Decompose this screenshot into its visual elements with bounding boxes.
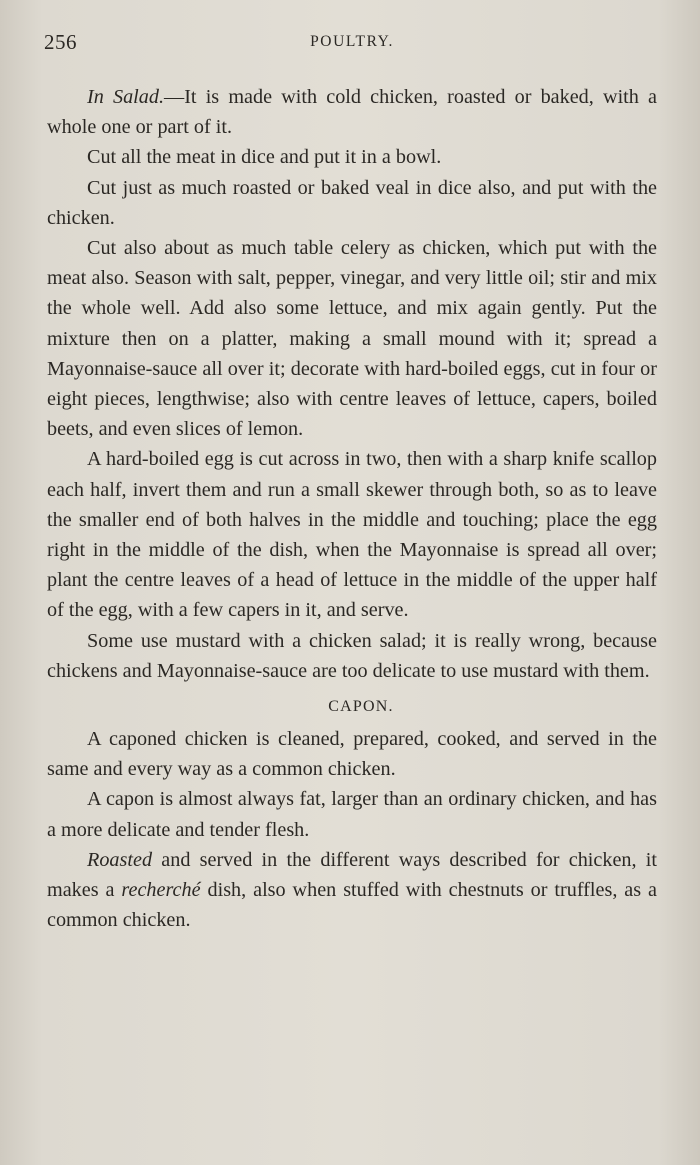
paragraph-hard-boiled-egg: A hard-boiled egg is cut across in two, then with a sharp knife scallop each half, invert them and run a small skewer through both, so as to leave the smaller end of both halves in the middle and touching; place the egg right in the middle of the dish, when the Mayonnaise is spread all over; plant the centre leaves of a head of lettuce in the middle of the upper half of the egg, with a few capers in it, and serve. <box>47 448 657 622</box>
paragraph-roasted-capon <box>47 845 657 936</box>
running-head <box>44 30 640 60</box>
paragraph-lead-in-salad: In Salad. <box>87 86 165 108</box>
page-number: 256 <box>44 30 77 54</box>
paragraph-cut-meat: Cut all the meat in dice and put it in a bowl. <box>87 146 442 169</box>
section-heading-capon: CAPON. <box>328 698 394 716</box>
paragraph-capon-fat: A capon is almost always fat, larger than an ordinary chicken, and has a more delicate and tender flesh. <box>47 788 657 841</box>
paragraph-text: dish, also when stuffed with chestnuts or truffles, as a common chicken. <box>47 879 657 932</box>
page-body <box>47 82 657 935</box>
paragraph-mustard: Some use mustard with a chicken salad; it is really wrong, because chickens and Mayonnaise-sauce are too delicate to use mustard with them. <box>47 629 657 682</box>
emphasis-recherche: recherché <box>121 879 201 902</box>
paragraph-caponed-chicken: A caponed chicken is cleaned, prepared, cooked, and served in the same and every way as a common chicken. <box>47 728 657 781</box>
paragraph-text: and served in the different ways described for chicken, it makes a <box>47 848 657 902</box>
paragraph-lead-roasted: Roasted <box>87 848 153 871</box>
paragraph-celery: Cut also about as much table celery as chicken, which put with the meat also. Season with salt, pepper, vinegar, and very little oil; stir and mix the whole well. Add also some lettuce, and mix again gently. Put the mixture then on a platter, making a small mound with it; spread a Mayonnaise-sauce all over it; decorate with hard-boiled eggs, cut in four or eight pieces, lengthwise; also with centre leaves of lettuce, capers, boiled beets, and even slices of lemon. <box>47 237 657 441</box>
paragraph-cut-veal: Cut just as much roasted or baked veal in dice also, and put with the chicken. <box>47 176 657 229</box>
paragraph-in-salad <box>47 82 657 142</box>
running-title: POULTRY. <box>310 33 394 50</box>
paragraph-text: —It is made with cold chicken, roasted or baked, with a whole one or part of it. <box>47 86 657 139</box>
